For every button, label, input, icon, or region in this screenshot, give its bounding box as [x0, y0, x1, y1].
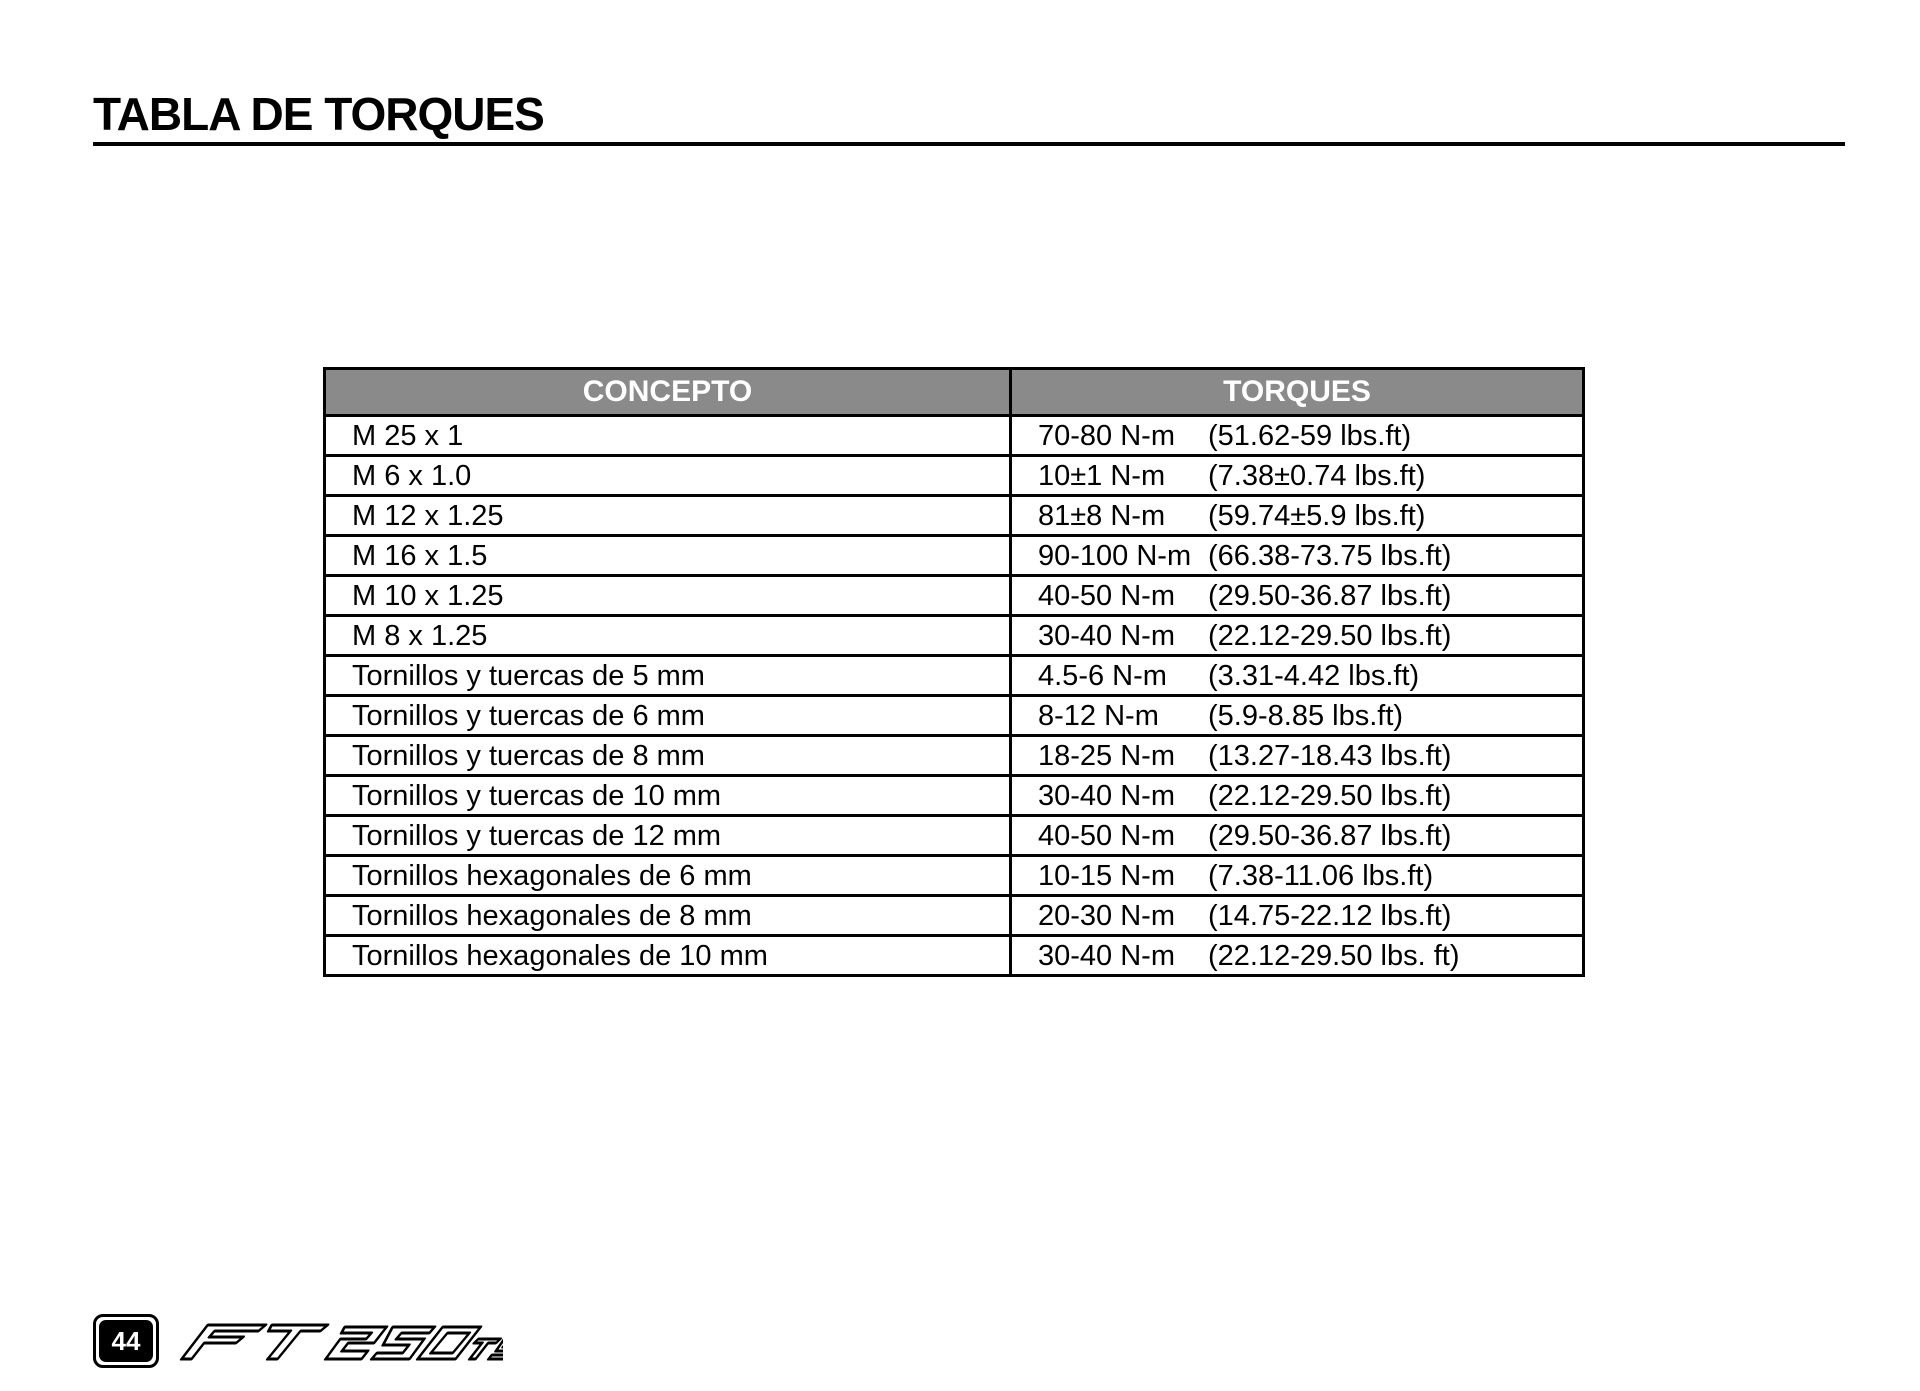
torque-nm: 30-40 N-m	[1038, 779, 1175, 812]
concepto-cell: M 8 x 1.25	[325, 616, 1011, 656]
table-row	[325, 576, 1584, 616]
concepto-cell: Tornillos y tuercas de 12 mm	[325, 816, 1011, 856]
table-row	[325, 856, 1584, 896]
table-header-row	[325, 369, 1584, 416]
torque-cell	[1011, 576, 1584, 616]
title-divider	[93, 142, 1845, 146]
table-row	[325, 776, 1584, 816]
page-number-badge	[93, 1314, 159, 1368]
torque-cell	[1011, 616, 1584, 656]
table-row	[325, 816, 1584, 856]
column-header-concepto: CONCEPTO	[325, 369, 1011, 416]
table-row	[325, 896, 1584, 936]
torque-lbs: (14.75-22.12 lbs.ft)	[1208, 899, 1452, 932]
page-number: 44	[99, 1320, 153, 1362]
torque-lbs: (5.9-8.85 lbs.ft)	[1208, 699, 1404, 732]
torque-cell	[1011, 496, 1584, 536]
torque-lbs: (13.27-18.43 lbs.ft)	[1208, 739, 1452, 772]
column-header-torques: TORQUES	[1011, 369, 1584, 416]
table-row	[325, 936, 1584, 976]
torque-nm: 70-80 N-m	[1038, 419, 1175, 452]
torque-nm: 90-100 N-m	[1038, 539, 1192, 572]
torque-cell	[1011, 856, 1584, 896]
table-row	[325, 696, 1584, 736]
torque-cell	[1011, 536, 1584, 576]
torque-nm: 4.5-6 N-m	[1038, 659, 1167, 692]
table-row	[325, 616, 1584, 656]
torque-nm: 10-15 N-m	[1038, 859, 1175, 892]
torque-nm: 20-30 N-m	[1038, 899, 1175, 932]
table-row	[325, 536, 1584, 576]
torque-lbs: (22.12-29.50 lbs. ft)	[1208, 939, 1460, 972]
torque-lbs: (22.12-29.50 lbs.ft)	[1208, 619, 1452, 652]
torque-nm: 30-40 N-m	[1038, 619, 1175, 652]
torque-nm: 40-50 N-m	[1038, 819, 1175, 852]
torque-cell	[1011, 416, 1584, 456]
torque-nm: 81±8 N-m	[1038, 499, 1166, 532]
torque-lbs: (59.74±5.9 lbs.ft)	[1208, 499, 1426, 532]
concepto-cell: Tornillos y tuercas de 6 mm	[325, 696, 1011, 736]
concepto-cell: M 10 x 1.25	[325, 576, 1011, 616]
concepto-cell: Tornillos hexagonales de 8 mm	[325, 896, 1011, 936]
torque-cell	[1011, 936, 1584, 976]
torque-table	[323, 367, 1585, 977]
torque-lbs: (66.38-73.75 lbs.ft)	[1208, 539, 1452, 572]
torque-nm: 8-12 N-m	[1038, 699, 1159, 732]
torque-lbs: (7.38-11.06 lbs.ft)	[1208, 859, 1434, 892]
table-row	[325, 656, 1584, 696]
ft250ts-logo	[173, 1315, 503, 1367]
table-row	[325, 736, 1584, 776]
torque-cell	[1011, 896, 1584, 936]
concepto-cell: M 12 x 1.25	[325, 496, 1011, 536]
torque-nm: 30-40 N-m	[1038, 939, 1175, 972]
concepto-cell: M 16 x 1.5	[325, 536, 1011, 576]
concepto-cell: M 25 x 1	[325, 416, 1011, 456]
torque-lbs: (51.62-59 lbs.ft)	[1208, 419, 1412, 452]
torque-nm: 40-50 N-m	[1038, 579, 1175, 612]
concepto-cell: Tornillos y tuercas de 8 mm	[325, 736, 1011, 776]
page-footer	[93, 1314, 503, 1368]
torque-lbs: (7.38±0.74 lbs.ft)	[1208, 459, 1426, 492]
concepto-cell: Tornillos y tuercas de 10 mm	[325, 776, 1011, 816]
torque-lbs: (3.31-4.42 lbs.ft)	[1208, 659, 1420, 692]
torque-cell	[1011, 656, 1584, 696]
table-row	[325, 456, 1584, 496]
torque-lbs: (22.12-29.50 lbs.ft)	[1208, 779, 1452, 812]
concepto-cell: M 6 x 1.0	[325, 456, 1011, 496]
concepto-cell: Tornillos y tuercas de 5 mm	[325, 656, 1011, 696]
table-row	[325, 496, 1584, 536]
torque-cell	[1011, 776, 1584, 816]
torque-cell	[1011, 816, 1584, 856]
table-row	[325, 416, 1584, 456]
torque-lbs: (29.50-36.87 lbs.ft)	[1208, 579, 1452, 612]
torque-cell	[1011, 696, 1584, 736]
torque-cell	[1011, 456, 1584, 496]
torque-cell	[1011, 736, 1584, 776]
concepto-cell: Tornillos hexagonales de 10 mm	[325, 936, 1011, 976]
torque-lbs: (29.50-36.87 lbs.ft)	[1208, 819, 1452, 852]
page-title: TABLA DE TORQUES	[93, 88, 544, 140]
concepto-cell: Tornillos hexagonales de 6 mm	[325, 856, 1011, 896]
torque-nm: 18-25 N-m	[1038, 739, 1175, 772]
torque-nm: 10±1 N-m	[1038, 459, 1166, 492]
